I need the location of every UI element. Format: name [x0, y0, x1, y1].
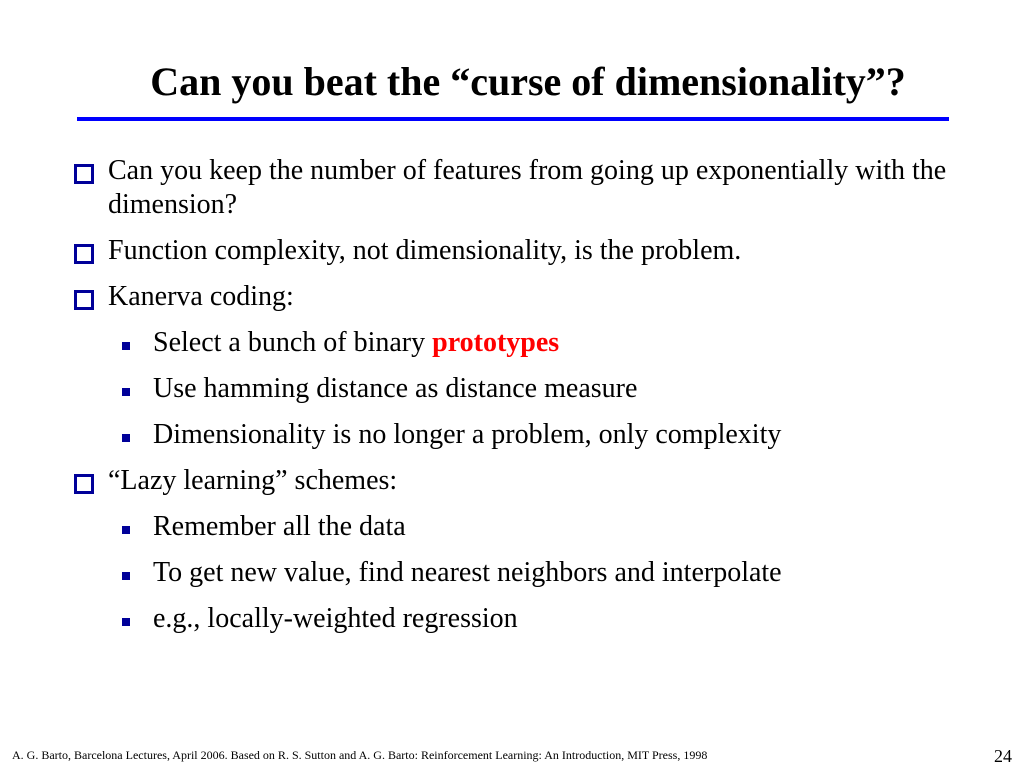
sub-bullet-item: [68, 418, 968, 452]
sub-bullet-item: [68, 510, 968, 544]
filled-square-bullet-icon: [122, 572, 130, 580]
filled-square-bullet-icon: [122, 342, 130, 350]
hollow-square-bullet-icon: [74, 290, 94, 310]
footer-citation: A. G. Barto, Barcelona Lectures, April 2006. Based on R. S. Sutton and A. G. Barto: Reinforcement Learning: An Introduction, MIT Press, 1998: [12, 748, 708, 762]
hollow-square-bullet-icon: [74, 244, 94, 264]
sub-bullet-item: [68, 602, 968, 636]
bullet-item: [68, 280, 968, 314]
bullet-text: Function complexity, not dimensionality, is the problem.: [108, 235, 742, 266]
bullet-item: [68, 464, 968, 498]
bullet-text: Can you keep the number of features from going up exponentially with the dimension?: [108, 155, 947, 220]
hollow-square-bullet-icon: [74, 474, 94, 494]
bullet-text: Kanerva coding:: [108, 281, 294, 312]
sub-bullet-text: Remember all the data: [153, 511, 406, 542]
slide-title: Can you beat the “curse of dimensionality”?: [150, 59, 906, 104]
filled-square-bullet-icon: [122, 388, 130, 396]
slide-body: [68, 154, 968, 648]
highlighted-term: prototypes: [432, 327, 560, 358]
sub-bullet-text: e.g., locally-weighted regression: [153, 603, 518, 634]
sub-bullet-text: Select a bunch of binary: [153, 327, 433, 358]
filled-square-bullet-icon: [122, 434, 130, 442]
sub-bullet-text: Use hamming distance as distance measure: [153, 373, 638, 404]
sub-bullet-item: [68, 326, 968, 360]
bullet-item: [68, 234, 968, 268]
filled-square-bullet-icon: [122, 618, 130, 626]
sub-bullet-text: To get new value, find nearest neighbors and interpolate: [153, 557, 782, 588]
page-number: 24: [994, 746, 1012, 766]
filled-square-bullet-icon: [122, 526, 130, 534]
sub-bullet-item: [68, 556, 968, 590]
bullet-text: “Lazy learning” schemes:: [108, 465, 398, 496]
sub-bullet-text: Dimensionality is no longer a problem, only complexity: [153, 419, 782, 450]
title-underline: [77, 117, 949, 121]
hollow-square-bullet-icon: [74, 164, 94, 184]
sub-bullet-item: [68, 372, 968, 406]
bullet-item: [68, 154, 968, 222]
